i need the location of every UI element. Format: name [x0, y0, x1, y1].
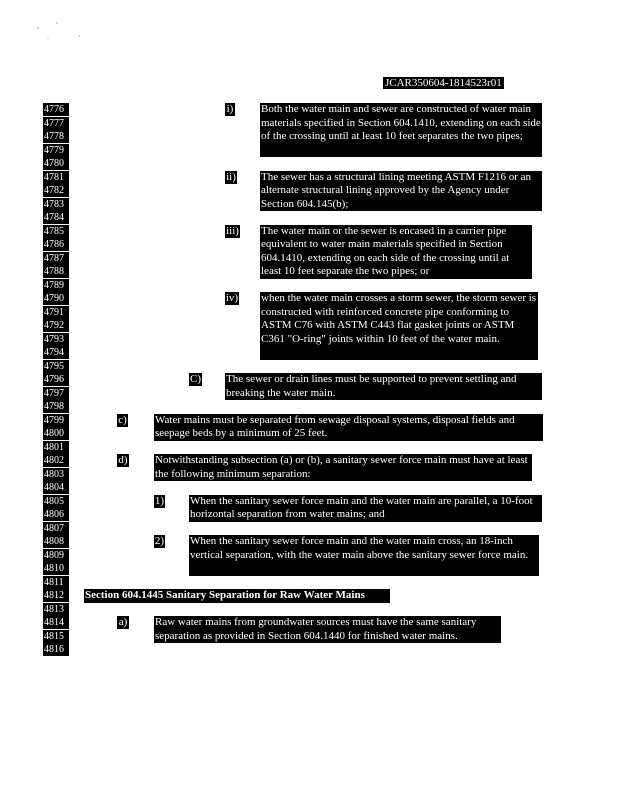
document-code-header: JCAR350604-1814523r01: [385, 77, 502, 89]
line-number: 4789: [43, 279, 69, 292]
line-number: 4816: [43, 643, 69, 656]
line-number: 4787: [43, 252, 69, 265]
line-number: 4784: [43, 211, 69, 224]
line-number: 4812: [43, 589, 69, 602]
item-text-iii: The water main or the sewer is encased in a carrier pipe equivalent to water main materials specified in Section 604.1410, extending on each side of the crossing until at least 10 feet separate the two pipes; or: [260, 225, 532, 279]
item-text-d1: When the sanitary sewer force main and the water main are parallel, a 10-foot horizontal separation from water mains; and: [189, 495, 542, 522]
line-number: 4793: [43, 333, 69, 346]
line-number: 4801: [43, 441, 69, 454]
line-number: 4804: [43, 481, 69, 494]
line-number: 4790: [43, 292, 69, 305]
item-text-d: Notwithstanding subsection (a) or (b), a sanitary sewer force main must have at least the following minimum separation:: [154, 454, 532, 481]
item-text-iv: when the water main crosses a storm sewer, the storm sewer is constructed with reinforced concrete pipe conforming to ASTM C76 with ASTM C443 flat gasket joints or ASTM C361 "O-ring" joints within 10 feet of the water main.: [260, 292, 538, 360]
line-number: 4815: [43, 630, 69, 643]
item-label-d2: 2): [154, 535, 165, 547]
section-heading: Section 604.1445 Sanitary Separation for Raw Water Mains: [84, 589, 390, 603]
item-text-d2: When the sanitary sewer force main and the water main cross, an 18-inch vertical separation, with the water main above the sanitary sewer force main.: [189, 535, 539, 576]
item-label-d: d): [118, 454, 128, 466]
item-label-i: i): [226, 103, 234, 115]
section-item-label-a: a): [118, 616, 128, 628]
item-text-ii: The sewer has a structural lining meeting ASTM F1216 or an alternate structural lining approved by the Agency under Section 604.145(b);: [260, 171, 542, 212]
line-number: 4811: [43, 576, 69, 589]
item-label-C: C): [190, 373, 201, 385]
line-number: 4802: [43, 454, 69, 467]
line-number: 4791: [43, 306, 69, 319]
line-number: 4795: [43, 360, 69, 373]
line-number: 4786: [43, 238, 69, 251]
line-number: 4805: [43, 495, 69, 508]
item-text-c: Water mains must be separated from sewage disposal systems, disposal fields and seepage beds by a minimum of 25 feet.: [154, 414, 543, 441]
line-number: 4798: [43, 400, 69, 413]
item-label-iii: iii): [226, 224, 239, 237]
line-number: 4806: [43, 508, 69, 521]
line-number: 4792: [43, 319, 69, 332]
line-number: 4796: [43, 373, 69, 386]
line-number: 4808: [43, 535, 69, 548]
line-number: 4778: [43, 130, 69, 143]
line-number: 4777: [43, 117, 69, 130]
line-number: 4776: [43, 103, 69, 116]
line-number: 4780: [43, 157, 69, 170]
line-number: 4814: [43, 616, 69, 629]
line-number: 4809: [43, 549, 69, 562]
item-label-c: c): [118, 413, 127, 426]
line-number: 4781: [43, 171, 69, 184]
item-text-i: Both the water main and sewer are constructed of water main materials specified in Section 604.1410, extending on each side of the crossing until at least 10 feet separates the two pipes;: [260, 103, 542, 157]
line-number: 4799: [43, 414, 69, 427]
line-number: 4782: [43, 184, 69, 197]
line-number: 4794: [43, 346, 69, 359]
line-number: 4810: [43, 562, 69, 575]
line-number: 4779: [43, 144, 69, 157]
item-label-iv: iv): [225, 292, 239, 304]
line-number: 4785: [43, 225, 69, 238]
line-number: 4807: [43, 522, 69, 535]
item-text-C: The sewer or drain lines must be supported to prevent settling and breaking the water main.: [225, 373, 542, 400]
line-number: 4783: [43, 198, 69, 211]
item-label-d1: 1): [154, 494, 165, 507]
scan-speck-marks: [30, 18, 90, 48]
item-label-ii: ii): [226, 170, 236, 183]
line-number: 4800: [43, 427, 69, 440]
line-number: 4797: [43, 387, 69, 400]
line-number: 4788: [43, 265, 69, 278]
line-number: 4803: [43, 468, 69, 481]
line-number: 4813: [43, 603, 69, 616]
section-item-text-a: Raw water mains from groundwater sources must have the same sanitary separation as provided in Section 604.1440 for finished water mains.: [154, 616, 501, 643]
